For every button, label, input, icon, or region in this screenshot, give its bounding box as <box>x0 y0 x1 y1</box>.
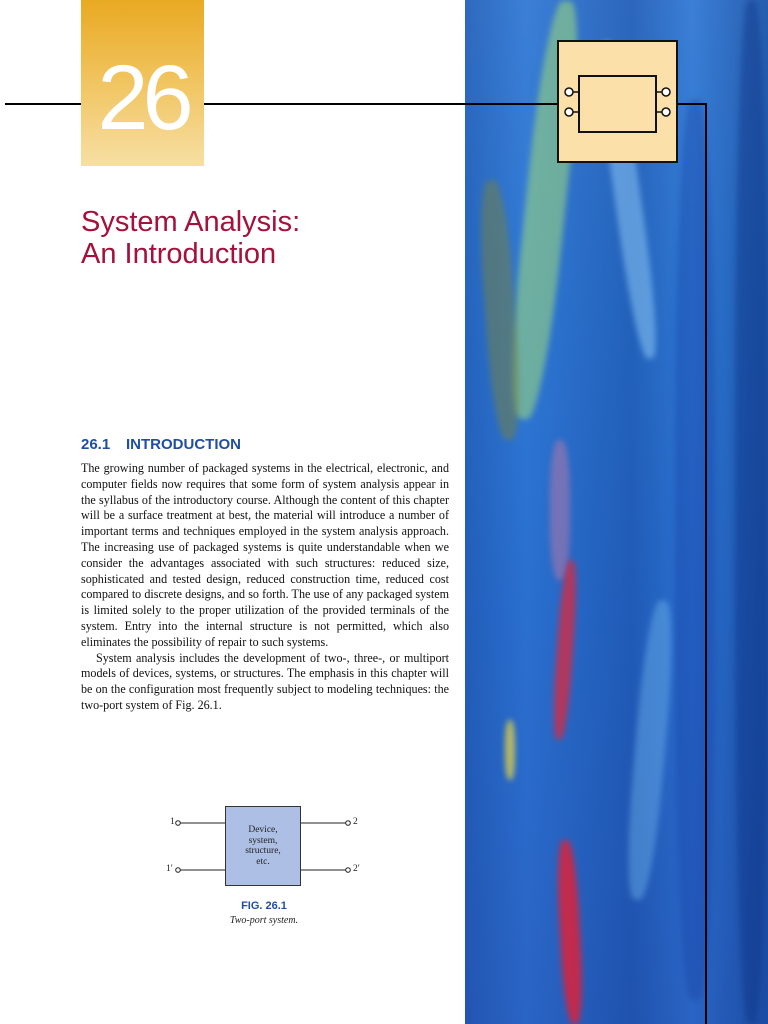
rule-left <box>5 103 81 105</box>
paragraph: The growing number of packaged systems in the electrical, electronic, and computer fields now requires that some form of system analysis appear in the syllabus of the introductory course. Although the content of this chapter will be a surface treatment at best, the material will introduce a number of important terms and techniques employed in the system analysis approach. The increasing use of packaged systems is quite understandable when we consider the advantages associated with such structures: reduced size, sophisticated and tested design, reduced construction time, reduced cost compared to discrete designs, and so forth. The use of any packaged system is limited solely to the proper utilization of the provided terminals of the system. Entry into the internal structure is not permitted, which also eliminates the possibility of repair to such systems. <box>81 461 449 649</box>
chapter-title-line2: An Introduction <box>81 238 277 270</box>
device-label-line: structure, <box>245 846 281 856</box>
section-number: 26.1 <box>81 436 111 453</box>
paragraph: System analysis includes the development of two-, three-, or multiport models of devices, systems, or structures. The emphasis in this chapter will be on the configuration most frequently subject to modeling techniques: the two-port system of Fig. 26.1. <box>81 650 449 712</box>
body-text <box>81 461 449 714</box>
section-heading <box>81 436 241 453</box>
two-port-icon <box>559 42 676 161</box>
two-port-icon-panel <box>557 40 678 163</box>
terminal-2: 2 <box>353 817 358 827</box>
figure-caption-text: Two-port system. <box>229 915 299 926</box>
terminal-1: 1 <box>170 817 175 827</box>
section-title: INTRODUCTION <box>126 436 241 453</box>
rule-vertical <box>705 103 707 1024</box>
figure-label: FIG. 26.1 <box>241 900 287 912</box>
device-label-line: Device, <box>248 825 278 835</box>
rule-middle <box>204 103 557 105</box>
figure-caption <box>204 900 324 926</box>
terminal-1-prime: 1′ <box>166 864 173 874</box>
terminal-2-prime: 2′ <box>353 864 360 874</box>
chapter-number: 26 <box>97 47 188 149</box>
device-label-line: etc. <box>256 856 270 867</box>
device-label-line: system, <box>248 835 278 846</box>
figure-two-port <box>160 806 380 896</box>
chapter-title-line1: System Analysis: <box>81 206 301 238</box>
chapter-title <box>81 206 300 270</box>
chapter-number-block <box>81 0 204 166</box>
device-block <box>225 806 301 886</box>
rule-right <box>678 103 707 105</box>
